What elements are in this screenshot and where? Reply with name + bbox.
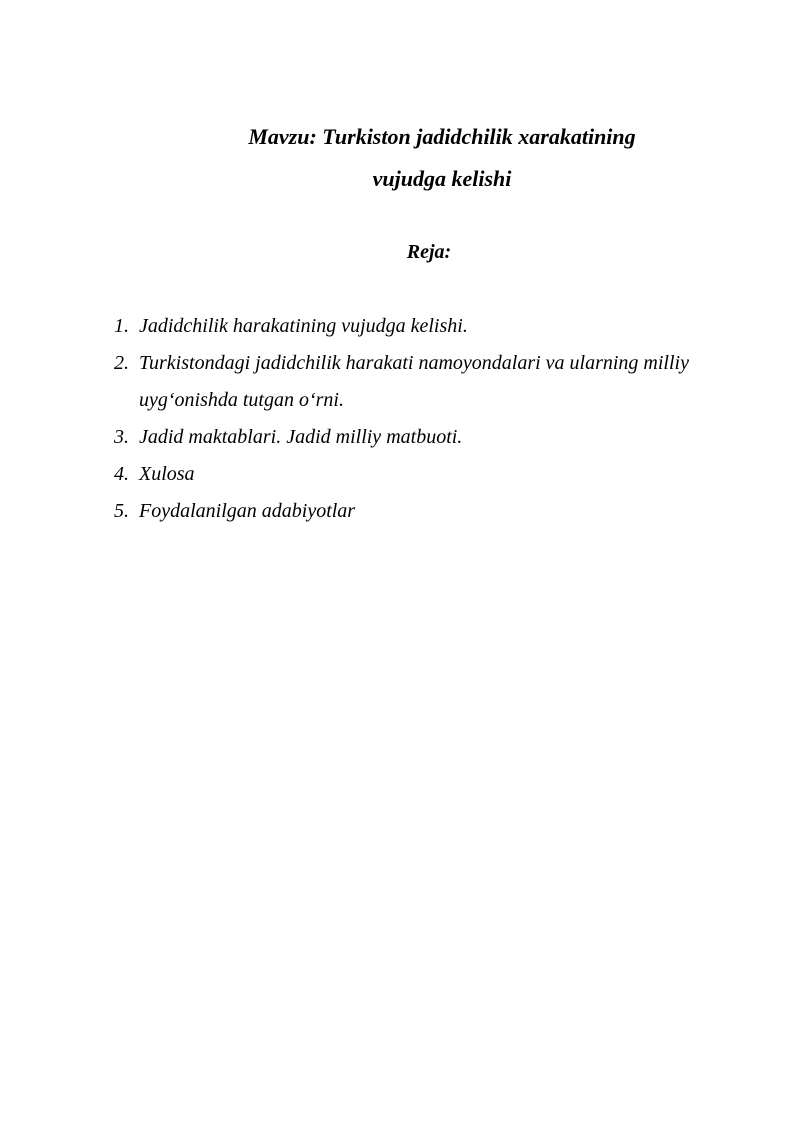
list-item-number: 5. [114,500,129,522]
document-title [0,116,800,200]
plan-heading: Reja: [406,241,452,263]
list-item-number: 1. [114,315,129,337]
list-item-number: 3. [114,426,129,448]
list-item [114,345,754,419]
title-line-1: Mavzu: Turkiston jadidchilik xarakatining [248,124,636,149]
list-item [114,308,754,345]
list-item [114,456,754,493]
list-item-text: Jadidchilik harakatining vujudga kelishi. [139,315,468,337]
list-item-text: Foydalanilgan adabiyotlar [139,500,356,522]
list-item [114,493,754,530]
list-item-text: Jadid maktablari. Jadid milliy matbuoti. [139,426,463,448]
list-item-number: 2. [114,352,129,374]
list-item-number: 4. [114,463,129,485]
list-item [114,419,754,456]
plan-list [114,308,754,530]
list-item-text: Turkistondagi jadidchilik harakati namoyondalari va ularning milliy uyg‘onishda tutgan o‘rni. [139,352,689,411]
list-item-text: Xulosa [139,463,195,485]
title-line-2: vujudga kelishi [372,166,512,191]
